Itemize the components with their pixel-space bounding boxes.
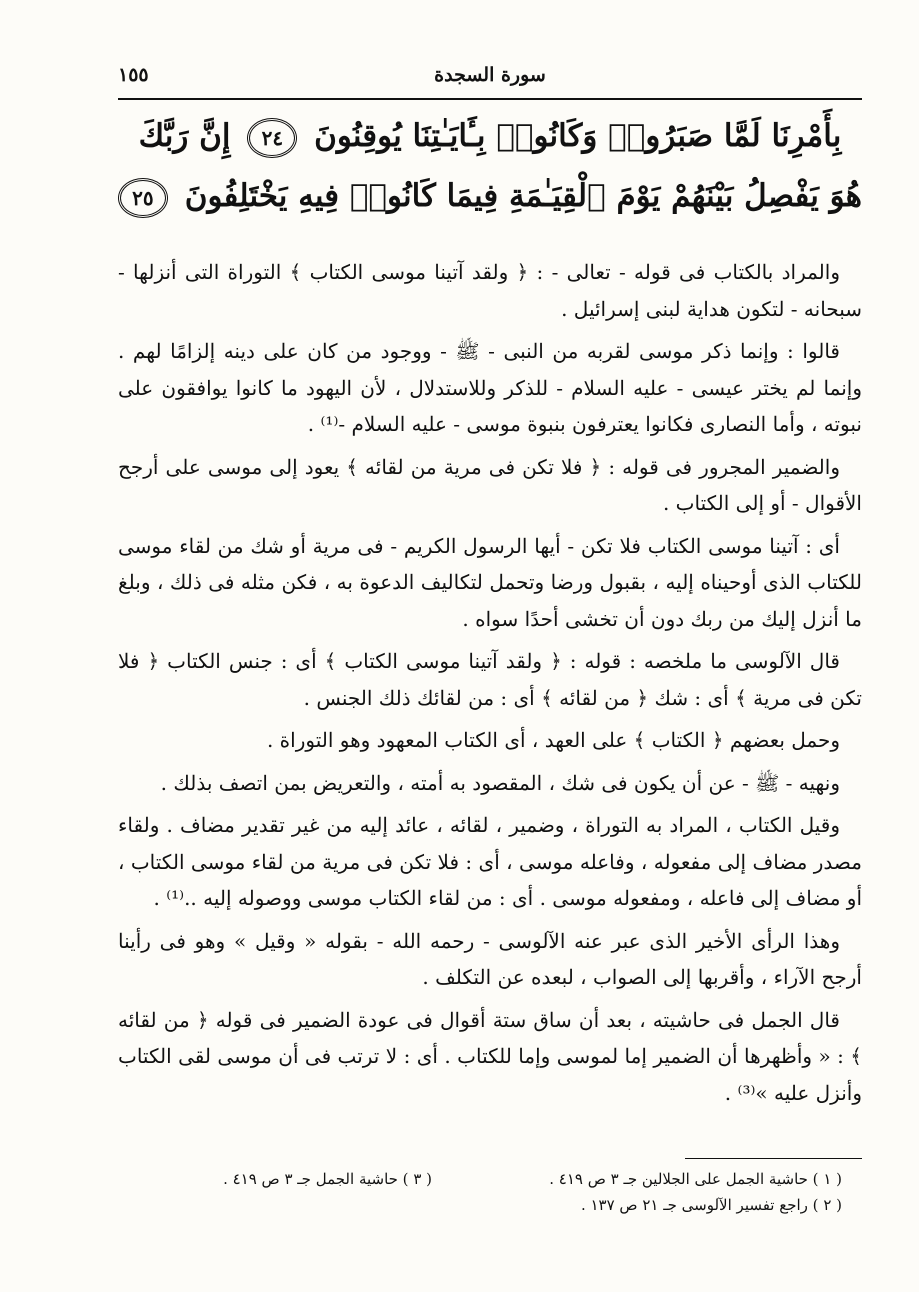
verse-text-1-end: إِنَّ رَبَّكَ xyxy=(138,118,231,154)
paragraph: والضمير المجرور فى قوله : ﴿ فلا تكن فى مرية من لقائه ﴾ يعود إلى موسى على أرجح الأقوال - أو إلى الكتاب . xyxy=(118,454,862,515)
ayah-number-mark: ٢٤ xyxy=(247,118,297,158)
commentary-text xyxy=(118,254,862,1117)
footnote-1: ( ١ ) حاشية الجمل على الجلالين جـ ٣ ص ٤١٩ . xyxy=(549,1170,842,1188)
footnotes-left-column xyxy=(122,1166,432,1192)
verse-text-2: هُوَ يَفْصِلُ بَيْنَهُمْ يَوْمَ ٱلْقِيَـٰمَةِ فِيمَا كَانُوا۟ فِيهِ يَخْتَلِفُونَ xyxy=(184,178,862,214)
paragraph: وحمل بعضهم ﴿ الكتاب ﴾ على العهد ، أى الكتاب المعهود وهو التوراة . xyxy=(266,728,840,752)
paragraph: والمراد بالكتاب فى قوله - تعالى - : ﴿ ولقد آتينا موسى الكتاب ﴾ التوراة التى أنزلها - سبحانه - لتكون هداية لبنى إسرائيل . xyxy=(118,260,862,321)
footnote-2: ( ٢ ) راجع تفسير الآلوسى جـ ٢١ ص ١٣٧ . xyxy=(580,1196,842,1214)
footnote-3: ( ٣ ) حاشية الجمل جـ ٣ ص ٤١٩ . xyxy=(223,1170,432,1188)
paragraph: قال الجمل فى حاشيته ، بعد أن ساق ستة أقوال فى عودة الضمير فى قوله ﴿ من لقائه ﴾ : « وأظهرها أن الضمير إما لموسى وإما للكتاب . أى : لا ترتب فى أن موسى لقى الكتاب وأنزل عليه »⁽³⁾ . xyxy=(118,1007,862,1105)
verse-line-2 xyxy=(118,166,862,226)
paragraph: وهذا الرأى الأخير الذى عبر عنه الآلوسى - رحمه الله - بقوله « وقيل » وهو فى رأينا أرجح الآراء ، وأقربها إلى الصواب ، لبعده عن التكلف . xyxy=(118,928,862,989)
verse-line-1 xyxy=(118,106,862,166)
header-divider xyxy=(118,98,862,100)
footnotes-right-column xyxy=(482,1166,842,1218)
paragraph: وقيل الكتاب ، المراد به التوراة ، وضمير ، لقائه ، عائد إليه من غير تقدير مضاف . ولقاء مصدر مضاف إلى مفعوله ، وفاعله موسى ، أى : فلا تكن فى مرية من لقاء موسى الكتاب ، أو مضاف إلى فاعله ، ومفعوله موسى . أى : من لقاء الكتاب موسى ووصوله إليه ..⁽¹⁾ . xyxy=(118,813,862,910)
verse-text-1: بِأَمْرِنَا لَمَّا صَبَرُوا۟ وَكَانُوا۟ بِـَٔايَـٰتِنَا يُوقِنُونَ xyxy=(314,118,842,154)
paragraph: أى : آتينا موسى الكتاب فلا تكن - أيها الرسول الكريم - فى مرية أو شك من لقاء موسى للكتاب الذى أوحيناه إليه ، بقبول ورضا وتحمل لتكاليف الدعوة به ، فكن مثله فى ذلك ، وبلغ ما أنزل إليك من ربك دون أن تخشى أحدًا سواه . xyxy=(118,533,863,631)
footnote-divider xyxy=(685,1158,862,1159)
page-header xyxy=(118,60,862,94)
surah-title: سورة السجدة xyxy=(434,64,546,86)
ayah-number-mark: ٢٥ xyxy=(118,178,168,218)
paragraph: ونهيه - ﷺ - عن أن يكون فى شك ، المقصود به أمته ، والتعريض بمن اتصف بذلك . xyxy=(160,770,840,795)
paragraph: قال الآلوسى ما ملخصه : قوله : ﴿ ولقد آتينا موسى الكتاب ﴾ أى : جنس الكتاب ﴿ فلا تكن فى مرية ﴾ أى : شك ﴿ من لقائه ﴾ أى : من لقائك ذلك الجنس . xyxy=(118,649,862,710)
quran-verses xyxy=(118,106,862,226)
page-number: ١٥٥ xyxy=(118,64,149,86)
paragraph: قالوا : وإنما ذكر موسى لقربه من النبى - ﷺ - ووجود من كان على دينه إلزامًا لهم . وإنما لم يختر عيسى - عليه السلام - للذكر وللاستدلال ، لأن اليهود ما كانوا يوافقون على نبوته ، وأما النصارى فكانوا يعترفون بنبوة موسى - عليه السلام -⁽¹⁾ . xyxy=(118,339,862,436)
